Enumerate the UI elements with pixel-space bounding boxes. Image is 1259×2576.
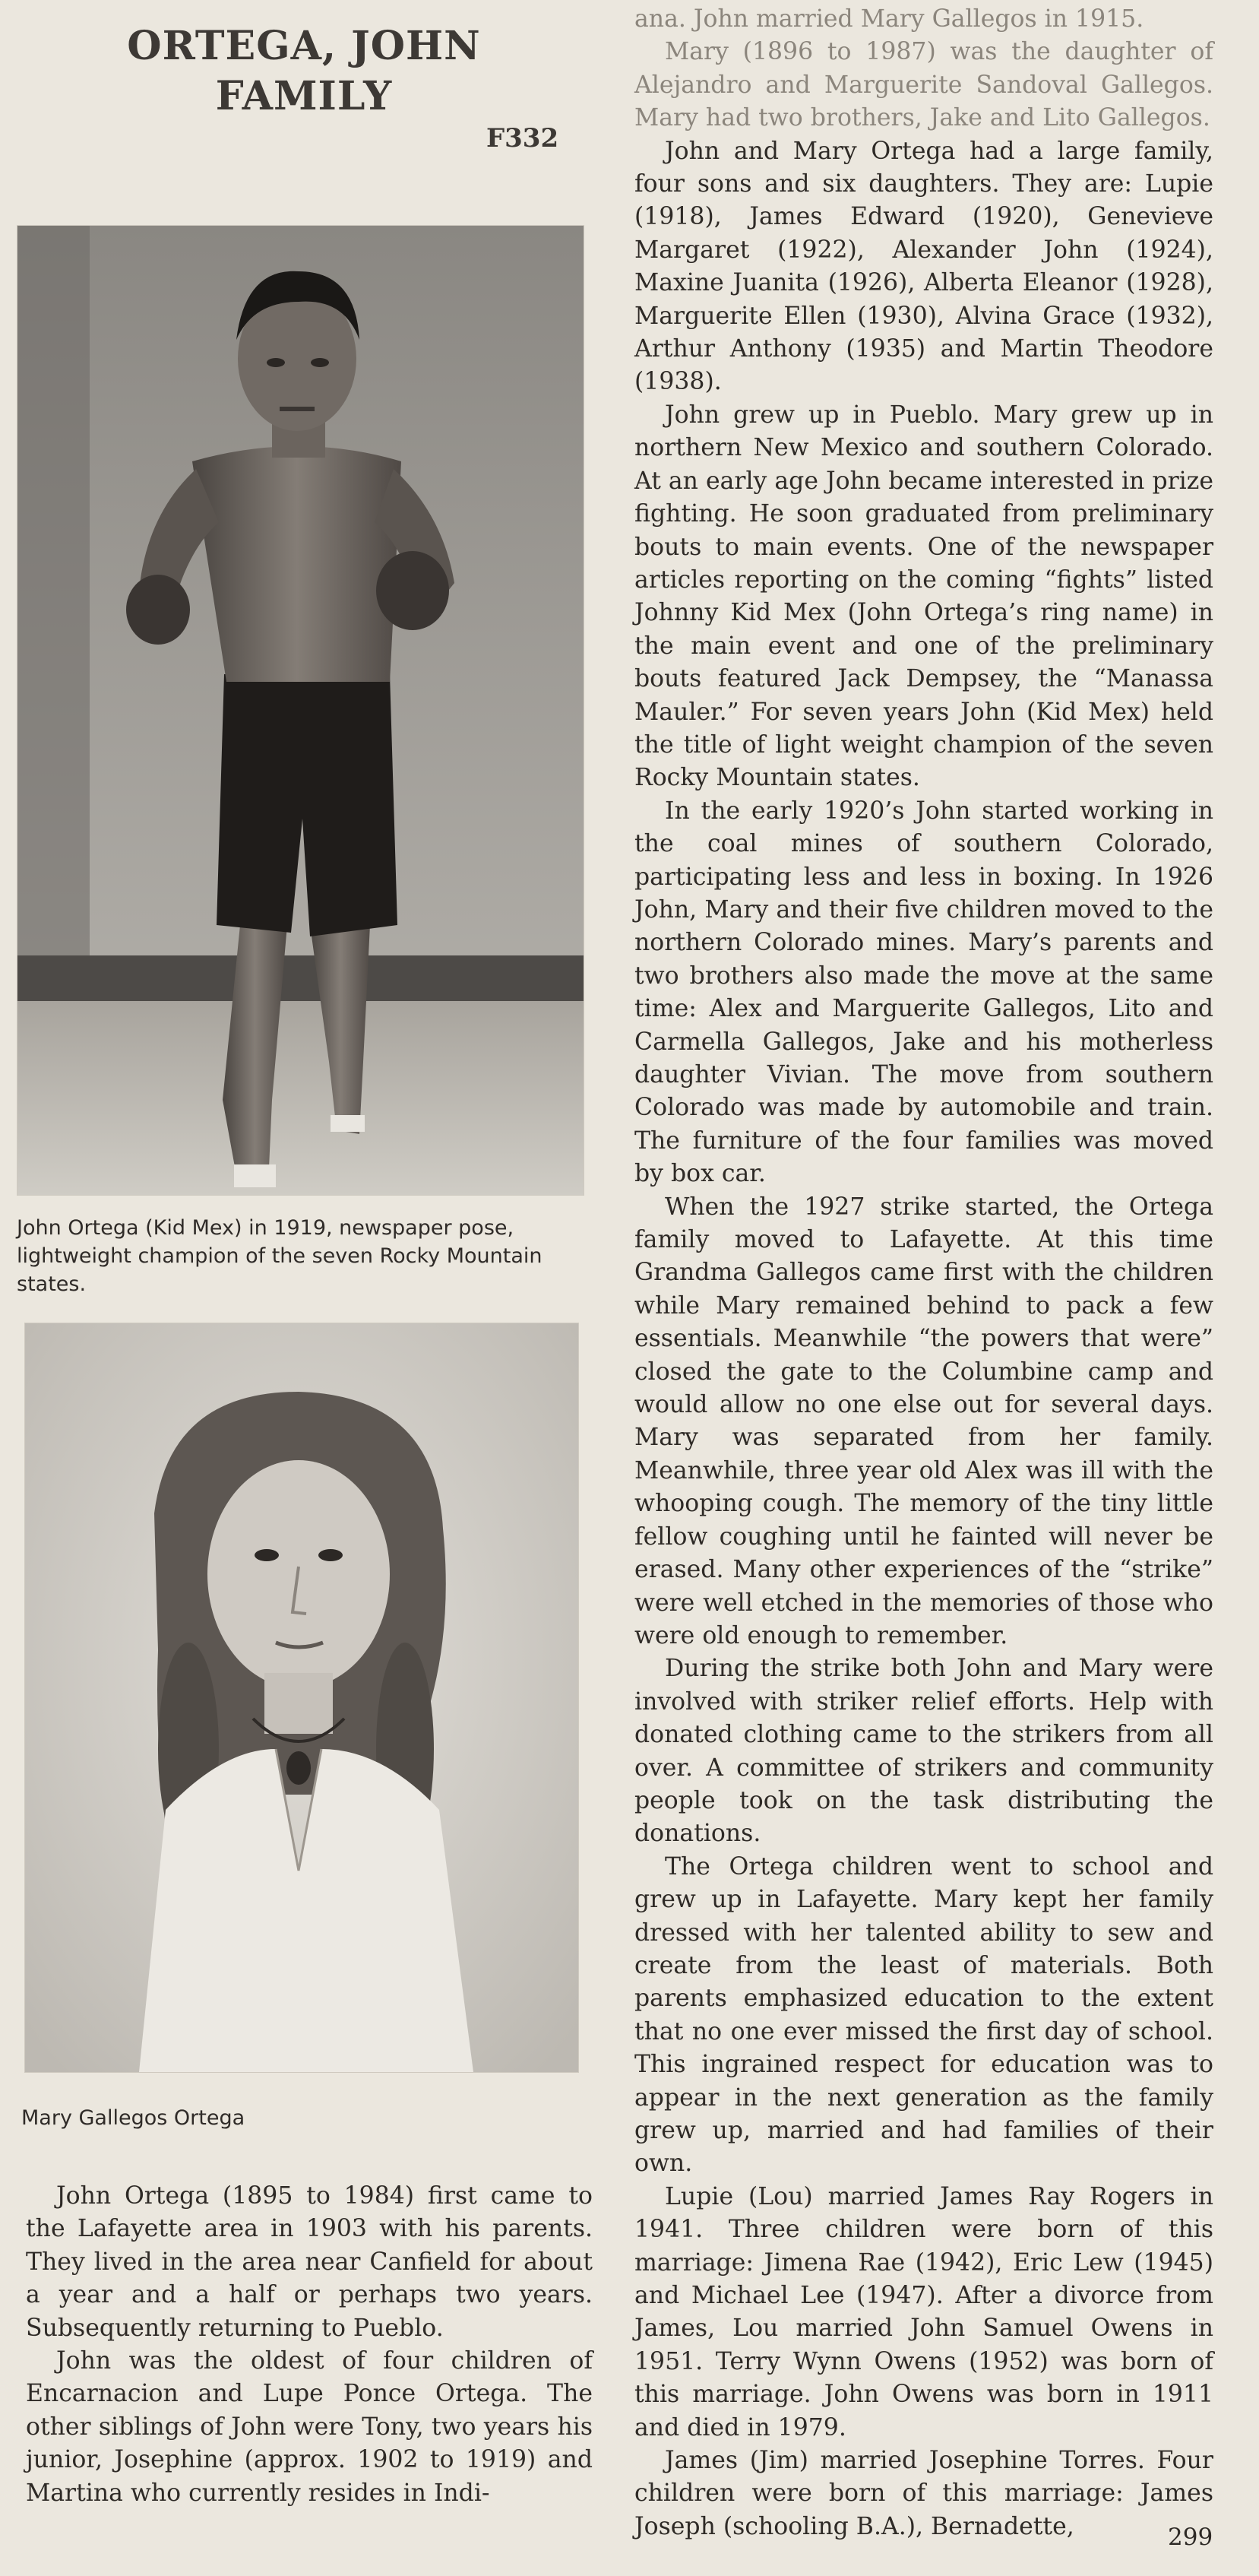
paragraph: Lupie (Lou) married James Ray Rogers in 1941. Three children were born of this marriage: Jimena Rae (1942), Eric Lew (1945) and Michael Lee (1947). After a divorce from James, Lou married John Samuel Owens in 1951. Terry Wynn Owens (1952) was born of this marriage. John Owens was born in 1911 and died in 1979. xyxy=(634,2182,1213,2441)
boxer-photo-caption: John Ortega (Kid Mex) in 1919, newspaper pose, lightweight champion of the seven Rocky Mountain states. xyxy=(17,1216,543,1296)
boxer-photo xyxy=(17,225,584,1196)
boxer-photo-illustration xyxy=(17,226,584,1195)
family-code: F332 xyxy=(486,123,559,154)
paragraph: During the strike both John and Mary were involved with striker relief efforts. Help with donated clothing came to the strikers from all over. A committee of strikers and community people took on the task distributing the donations. xyxy=(634,1655,1213,1848)
title-line-1: ORTEGA, JOHN xyxy=(127,23,481,69)
page-title xyxy=(91,21,517,122)
portrait-photo xyxy=(24,1323,579,2073)
paragraph: Mary (1896 to 1987) was the daughter of Alejandro and Marguerite Sandoval Gallegos. Mary had two brothers, Jake and Lito Gallegos. xyxy=(634,38,1213,132)
paragraph: James (Jim) married Josephine Torres. Four children were born of this marriage: James Joseph (schooling B.A.), Bernadette, xyxy=(634,2447,1213,2540)
page-number: 299 xyxy=(1168,2524,1213,2551)
right-column-text xyxy=(634,3,1213,2543)
portrait-photo-caption: Mary Gallegos Ortega xyxy=(21,2106,245,2130)
paragraph: When the 1927 strike started, the Ortega family moved to Lafayette. At this time Grandma Gallegos came first with the children while Mary remained behind to pack a few essentials. Meanwhile “the powers that were” closed the gate to the Columbine camp and would allow no one else out for several days. Mary was separated from her family. Meanwhile, three year old Alex was ill with the whooping cough. The memory of the tiny little fellow coughing until he fainted will never be erased. Many other experiences of the “strike” were well etched in the memories of those who were old enough to remember. xyxy=(634,1193,1213,1649)
paragraph: John grew up in Pueblo. Mary grew up in northern New Mexico and southern Colorado. At an early age John became interested in prize fighting. He soon graduated from preliminary bouts to main events. One of the newspaper articles reporting on the coming “fights” listed Johnny Kid Mex (John Ortega’s ring name) in the main event and one of the preliminary bouts featured Jack Dempsey, the “Manassa Mauler.” For seven years John (Kid Mex) held the title of light weight champion of the seven Rocky Mountain states. xyxy=(634,401,1213,792)
left-column-text xyxy=(26,2180,593,2510)
title-line-2: FAMILY xyxy=(215,73,393,119)
paragraph: John and Mary Ortega had a large family, four sons and six daughters. They are: Lupie (1918), James Edward (1920), Genevieve Margaret (1922), Alexander John (1924), Maxine Juanita (1926), Alberta Eleanor (1928), Marguerite Ellen (1930), Alvina Grace (1932), Arthur Anthony (1935) and Martin Theodore (1938). xyxy=(634,137,1213,396)
paragraph: In the early 1920’s John started working in the coal mines of southern Colorado, participating less and less in boxing. In 1926 John, Mary and their five children moved to the northern Colorado mines. Mary’s parents and two brothers also made the move at the same time: Alex and Marguerite Gallegos, Lito and Carmella Gallegos, Jake and his motherless daughter Vivian. The move from southern Colorado was made by automobile and train. The furniture of the four families was moved by box car. xyxy=(634,797,1213,1188)
portrait-photo-illustration xyxy=(25,1323,578,2072)
paragraph: John was the oldest of four children of Encarnacion and Lupe Ponce Ortega. The other siblings of John were Tony, two years his junior, Josephine (approx. 1902 to 1919) and Martina who currently resides in Indi- xyxy=(26,2347,593,2507)
paragraph: John Ortega (1895 to 1984) first came to the Lafayette area in 1903 with his parents. They lived in the area near Canfield for about a year and a half or perhaps two years. Subsequently returning to Pueblo. xyxy=(26,2182,593,2342)
paragraph: The Ortega children went to school and grew up in Lafayette. Mary kept her family dressed with her talented ability to sew and create from the least of materials. Both parents emphasized education to the extent that no one ever missed the first day of school. This ingrained respect for education was to appear in the next generation as the family grew up, married and had families of their own. xyxy=(634,1852,1213,2178)
continuation-line: ana. John married Mary Gallegos in 1915. xyxy=(634,5,1144,33)
